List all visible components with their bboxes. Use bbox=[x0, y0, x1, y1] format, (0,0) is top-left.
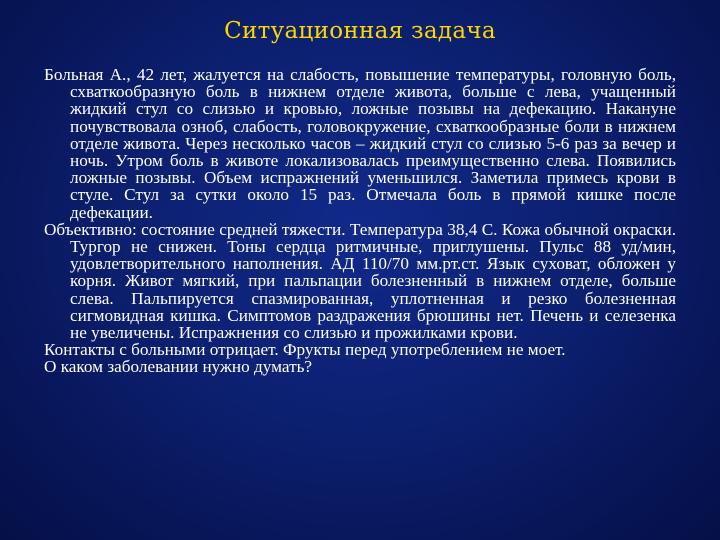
contacts-paragraph: Контакты с больными отрицает. Фрукты перед употреблением не моет. bbox=[44, 340, 566, 360]
objective-exam-paragraph: Объективно: состояние средней тяжести. Температура 38,4 С. Кожа обычной окраски. Тургор не снижен. Тоны сердца ритмичные, приглушены. Пульс 88 уд/мин, удовлетворительного наполнения. АД 110/70 мм.рт.ст. Язык суховат, обложен у корня. Живот мягкий, при пальпации болезненный в нижнем отделе, больше слева. Пальпируется спазмированная, уплотненная и резко болезненная сигмовидная кишка. Симптомов раздражения брюшины нет. Печень и селезенка не увеличены. Испражнения со слизью и прожилками крови. bbox=[44, 219, 676, 343]
slide-body bbox=[44, 66, 676, 376]
complaints-paragraph: Больная А., 42 лет, жалуется на слабость, повышение температуры, головную боль, схваткообразную боль в нижнем отделе живота, больше с лева, учащенный жидкий стул со слизью и кровью, ложные позывы на дефекацию. Накануне почувствовала озноб, слабость, головокружение, схваткообразные боли в нижнем отделе живота. Через несколько часов – жидкий стул со слизью 5-6 раз за вечер и ночь. Утром боль в животе локализовалась преимущественно слева. Появились ложные позывы. Объем испражнений уменьшился. Заметила примесь крови в стуле. Стул за сутки около 15 раз. Отмечала боль в прямой кишке после дефекации. bbox=[44, 65, 676, 222]
question-paragraph: О каком заболевании нужно думать? bbox=[44, 357, 313, 377]
slide-title: Ситуационная задача bbox=[224, 18, 496, 44]
